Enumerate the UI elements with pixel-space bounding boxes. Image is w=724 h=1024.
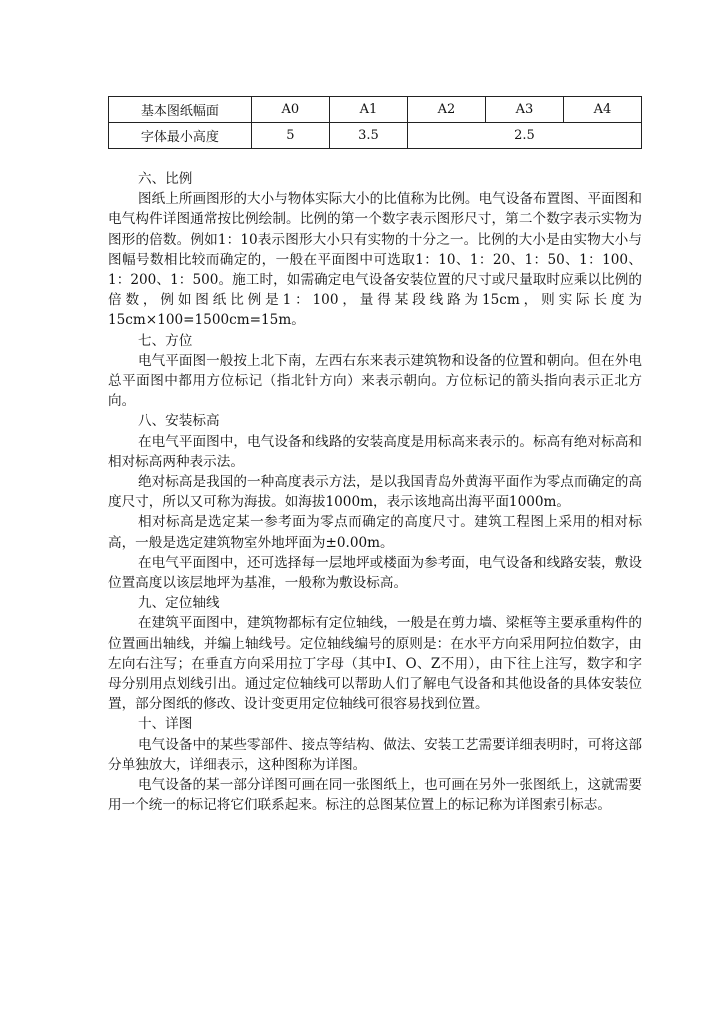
table-cell: A4 xyxy=(563,97,641,123)
table-row xyxy=(109,97,642,123)
section-heading: 九、定位轴线 xyxy=(138,595,220,612)
section-heading: 八、安装标高 xyxy=(138,413,220,430)
table-cell: 2.5 xyxy=(407,123,641,149)
table-cell: 基本图纸幅面 xyxy=(109,97,252,123)
table-row xyxy=(109,123,642,149)
table-cell: A2 xyxy=(407,97,485,123)
body-text xyxy=(108,169,642,816)
paragraph: 相对标高是选定某一参考面为零点而确定的高度尺寸。建筑工程图上采用的相对标高，一般是选定建筑物室外地坪面为±0.00m。 xyxy=(108,514,642,551)
section-heading: 七、方位 xyxy=(138,332,193,349)
table-cell: A1 xyxy=(329,97,407,123)
table-cell: A3 xyxy=(485,97,563,123)
section-heading: 十、详图 xyxy=(138,716,193,733)
paragraph: 电气平面图一般按上北下南，左西右东来表示建筑物和设备的位置和朝向。但在外电总平面图中都用方位标记（指北针方向）来表示朝向。方位标记的箭头指向表示正北方向。 xyxy=(108,352,642,410)
table-cell: 字体最小高度 xyxy=(109,123,252,149)
document-page xyxy=(108,96,642,816)
paper-size-table xyxy=(108,96,642,149)
paragraph: 在电气平面图中，还可选择每一层地坪或楼面为参考面，电气设备和线路安装，敷设位置高度以该层地坪为基准，一般称为敷设标高。 xyxy=(108,554,642,592)
paragraph: 图纸上所画图形的大小与物体实际大小的比值称为比例。电气设备布置图、平面图和电气构件详图通常按比例绘制。比例的第一个数字表示图形尺寸，第二个数字表示实物为图形的倍数。例如1：10表示图形大小只有实物的十分之一。比例的大小是由实物大小与图幅号数相比较而确定的，一般在平面图中可选取1：10、1：20、1：50、1：100、1：200、1：500。施工时，如需确定电气设备安装位置的尺寸或尺量取时应乘以比例的倍数，例如图纸比例是1：100，量得某段线路为15cm，则实际长度为15cm×100=1500cm=15m。 xyxy=(108,191,642,329)
paragraph: 电气设备中的某些零部件、接点等结构、做法、安装工艺需要详细表明时，可将这部分单独放大，详细表示，这种图称为详图。 xyxy=(108,736,642,773)
section-heading: 六、比例 xyxy=(138,171,193,187)
table-cell: 5 xyxy=(251,123,329,149)
table-cell: 3.5 xyxy=(329,123,407,149)
paragraph: 电气设备的某一部分详图可画在同一张图纸上，也可画在另外一张图纸上，这就需要用一个统一的标记将它们联系起来。标注的总图某位置上的标记称为详图索引标志。 xyxy=(108,777,642,814)
paragraph: 绝对标高是我国的一种高度表示方法，是以我国青岛外黄海平面作为零点而确定的高度尺寸，所以又可称为海拔。如海拔1000m，表示该地高出海平面1000m。 xyxy=(108,474,642,511)
paragraph: 在电气平面图中，电气设备和线路的安装高度是用标高来表示的。标高有绝对标高和相对标高两种表示法。 xyxy=(108,433,642,470)
paragraph: 在建筑平面图中，建筑物都标有定位轴线，一般是在剪力墙、梁框等主要承重构件的位置画出轴线，并编上轴线号。定位轴线编号的原则是：在水平方向采用阿拉伯数字，由左向右注写；在垂直方向采用拉丁字母（其中I、O、Z不用），由下往上注写，数字和字母分别用点划线引出。通过定位轴线可以帮助人们了解电气设备和其他设备的具体安装位置，部分图纸的修改、设计变更用定位轴线可很容易找到位置。 xyxy=(108,615,642,713)
table-cell: A0 xyxy=(251,97,329,123)
